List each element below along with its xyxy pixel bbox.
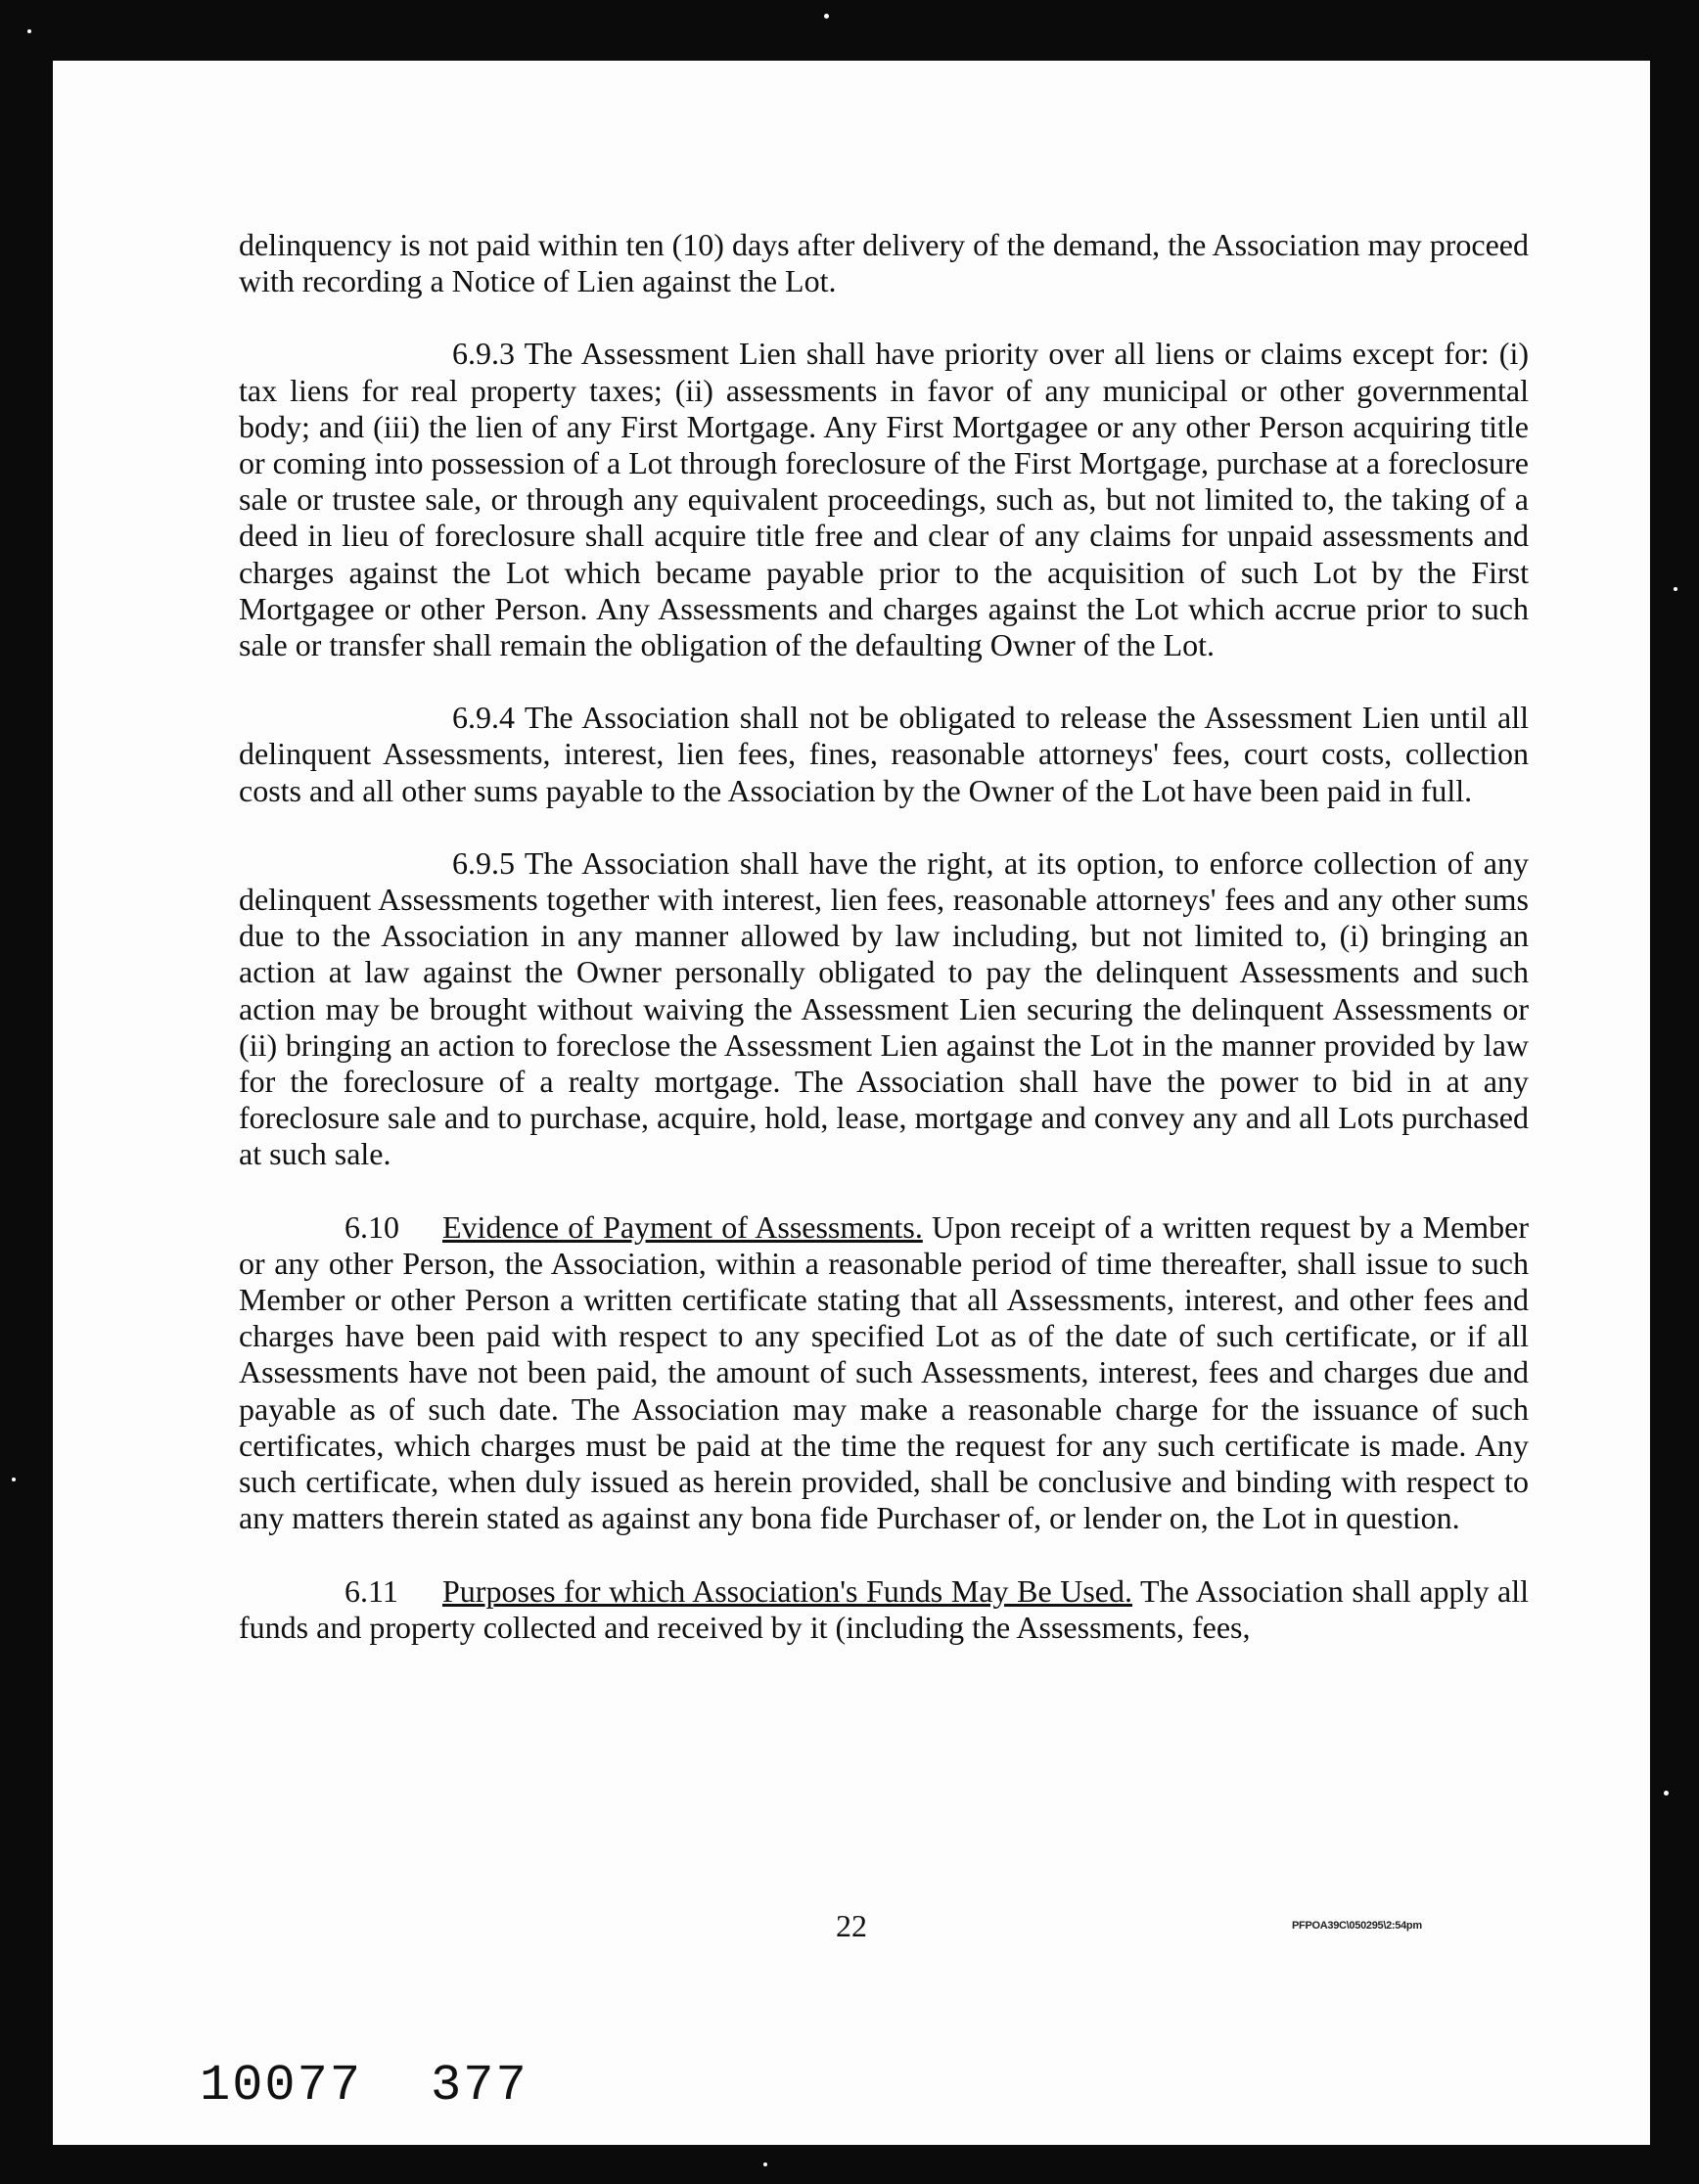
section-number: 6.9.4 [452,700,515,736]
footer-code: PFPOA39C\050295\2:54pm [1292,1920,1422,1932]
page-number: 22 [836,1908,867,1943]
paragraph-6-11 [239,1573,1529,1646]
book-number: 10077 [200,2057,363,2115]
section-number: 6.11 [344,1572,398,1609]
section-heading: Evidence of Payment of Assessments. [442,1208,923,1245]
scan-speck [824,14,829,19]
scan-speck [763,2162,767,2166]
paragraph-text: The Assessment Lien shall have priority over all liens or claims except for: (i) tax liens for real property taxes; (ii) assessments in favor of any municipal or other governmental body; and (iii) the lien of any First Mortgage. Any First Mortgagee or any other Person acquiring title or coming into possession of a Lot through foreclosure of the First Mortgage, purchase at a foreclosure sale or trustee sale, or through any equivalent proceedings, such as, but not limited to, the taking of a deed in lieu of foreclosure shall acquire title free and clear of any claims for unpaid assessments and charges against the Lot which became payable prior to the acquisition of such Lot by the First Mortgagee or other Person. Any Assessments and charges against the Lot which accrue prior to such sale or transfer shall remain the obligation of the defaulting Owner of the Lot. [239,336,1530,663]
scan-speck [1674,587,1677,591]
scan-speck [27,29,31,33]
paragraph-continuation: delinquency is not paid within ten (10) days after delivery of the demand, the Association may proceed with recording a Notice of Lien against the Lot. [239,227,1529,299]
paragraph-6-10 [239,1209,1529,1537]
paragraph-text: The Association shall have the right, at its option, to enforce collection of any delinquent Assessments together with interest, lien fees, reasonable attorneys' fees and any other sums due to the Association in any manner allowed by law including, but not limited to, (i) bringing an action at law against the Owner personally obligated to pay the delinquent Assessments and such action may be brought without waiving the Assessment Lien securing the delinquent Assessments or (ii) bringing an action to foreclose the Assessment Lien against the Lot in the manner provided by law for the foreclosure of a realty mortgage. The Association shall have the power to bid in at any foreclosure sale and to purchase, acquire, hold, lease, mortgage and convey any and all Lots purchased at such sale. [239,844,1530,1172]
paragraph-text: The Association shall not be obligated to release the Assessment Lien until all delinquent Assessments, interest, lien fees, fines, reasonable attorneys' fees, court costs, collection costs and all other sums payable to the Association by the Owner of the Lot have been paid in full. [239,700,1530,808]
scan-speck [1664,1791,1669,1796]
section-number: 6.9.3 [452,336,515,372]
document-body [239,227,1529,1682]
recording-stamp [200,2057,528,2115]
section-number: 6.9.5 [452,844,515,881]
recording-page-number: 377 [431,2057,528,2115]
paragraph-text: Upon receipt of a written request by a Member or any other Person, the Association, within a reasonable period of time thereafter, shall issue to such Member or other Person a written certificate stating that all Assessments, interest, and other fees and charges have been paid with respect to any specified Lot as of the date of such certificate, or if all Assessments have not been paid, the amount of such Assessments, interest, fees and charges due and payable as of such date. The Association may make a reasonable charge for the issuance of such certificates, which charges must be paid at the time the request for any such certificate is made. Any such certificate, when duly issued as herein provided, shall be conclusive and binding with respect to any matters therein stated as against any bona fide Purchaser of, or lender on, the Lot in question. [239,1208,1530,1536]
document-page [53,61,1650,2145]
paragraph-text: The Association shall apply all funds and property collected and received by it (including the Assessments, fees, [239,1572,1530,1645]
paragraph-6-9-3 [239,336,1529,663]
section-number: 6.10 [344,1208,399,1245]
paragraph-6-9-4 [239,700,1529,809]
scan-speck [12,1478,16,1481]
section-heading: Purposes for which Association's Funds May Be Used. [442,1572,1133,1609]
paragraph-6-9-5 [239,845,1529,1173]
